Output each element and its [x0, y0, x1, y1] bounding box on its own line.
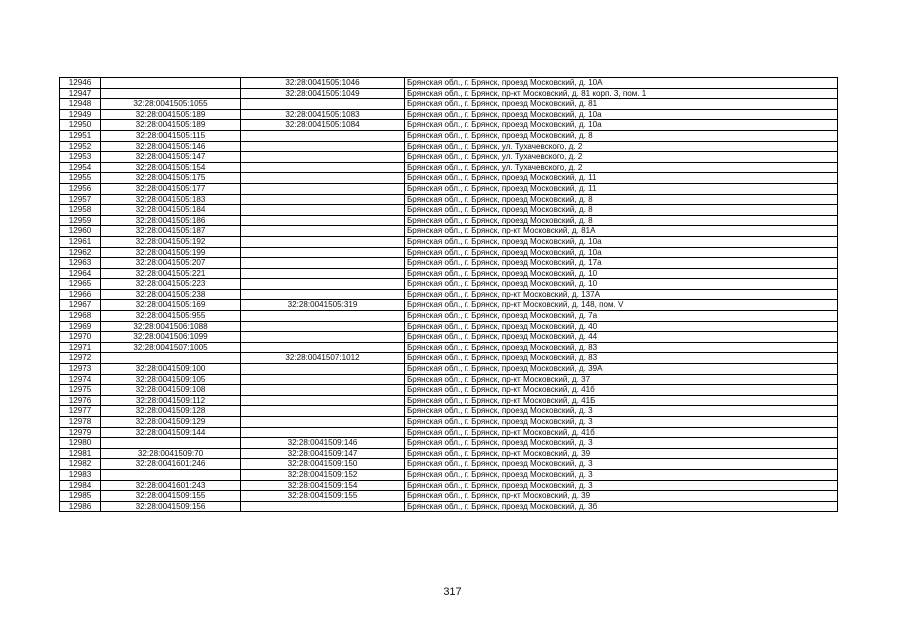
- cadastral-number-cell: 32:28:0041505:189: [101, 120, 241, 131]
- table-row: [60, 438, 838, 449]
- cadastral-number-2-cell: [241, 501, 405, 512]
- row-number-cell: 12985: [60, 491, 101, 502]
- registry-table: [59, 77, 838, 512]
- address-cell: Брянская обл., г. Брянск, проезд Московский, д. 10: [405, 268, 838, 279]
- cadastral-number-2-cell: [241, 417, 405, 428]
- row-number-cell: 12964: [60, 268, 101, 279]
- row-number-cell: 12983: [60, 469, 101, 480]
- cadastral-number-cell: 32:28:0041509:108: [101, 385, 241, 396]
- row-number-cell: 12960: [60, 226, 101, 237]
- row-number-cell: 12968: [60, 311, 101, 322]
- row-number-cell: 12961: [60, 236, 101, 247]
- cadastral-number-cell: 32:28:0041505:186: [101, 215, 241, 226]
- address-cell: Брянская обл., г. Брянск, проезд Московский, д. 10а: [405, 236, 838, 247]
- cadastral-number-cell: 32:28:0041505:146: [101, 141, 241, 152]
- cadastral-number-cell: 32:28:0041505:955: [101, 311, 241, 322]
- row-number-cell: 12982: [60, 459, 101, 470]
- row-number-cell: 12965: [60, 279, 101, 290]
- row-number-cell: 12984: [60, 480, 101, 491]
- cadastral-number-2-cell: [241, 385, 405, 396]
- address-cell: Брянская обл., г. Брянск, проезд Московский, д. 39А: [405, 364, 838, 375]
- table-row: [60, 395, 838, 406]
- row-number-cell: 12978: [60, 417, 101, 428]
- address-cell: Брянская обл., г. Брянск, проезд Московский, д. 8: [405, 215, 838, 226]
- cadastral-number-2-cell: 32:28:0041509:152: [241, 469, 405, 480]
- cadastral-number-cell: 32:28:0041601:246: [101, 459, 241, 470]
- cadastral-number-2-cell: [241, 289, 405, 300]
- cadastral-number-2-cell: [241, 99, 405, 110]
- address-cell: Брянская обл., г. Брянск, пр-кт Московский, д. 39: [405, 448, 838, 459]
- cadastral-number-cell: 32:28:0041506:1099: [101, 332, 241, 343]
- table-row: [60, 194, 838, 205]
- table-row: [60, 374, 838, 385]
- cadastral-number-cell: 32:28:0041505:1055: [101, 99, 241, 110]
- row-number-cell: 12951: [60, 130, 101, 141]
- cadastral-number-cell: 32:28:0041509:156: [101, 501, 241, 512]
- table-row: [60, 321, 838, 332]
- cadastral-number-cell: [101, 88, 241, 99]
- address-cell: Брянская обл., г. Брянск, проезд Московский, д. 11: [405, 173, 838, 184]
- cadastral-number-cell: 32:28:0041505:189: [101, 109, 241, 120]
- table-row: [60, 183, 838, 194]
- cadastral-number-2-cell: [241, 279, 405, 290]
- cadastral-number-cell: 32:28:0041505:183: [101, 194, 241, 205]
- table-row: [60, 385, 838, 396]
- table-row: [60, 353, 838, 364]
- table-row: [60, 417, 838, 428]
- table-row: [60, 215, 838, 226]
- cadastral-number-cell: 32:28:0041505:221: [101, 268, 241, 279]
- cadastral-number-cell: 32:28:0041509:129: [101, 417, 241, 428]
- table-row: [60, 491, 838, 502]
- address-cell: Брянская обл., г. Брянск, проезд Московский, д. 10а: [405, 120, 838, 131]
- row-number-cell: 12947: [60, 88, 101, 99]
- cadastral-number-cell: [101, 438, 241, 449]
- cadastral-number-cell: [101, 353, 241, 364]
- table-row: [60, 448, 838, 459]
- row-number-cell: 12973: [60, 364, 101, 375]
- cadastral-number-2-cell: [241, 205, 405, 216]
- row-number-cell: 12980: [60, 438, 101, 449]
- cadastral-number-cell: 32:28:0041505:238: [101, 289, 241, 300]
- cadastral-number-cell: [101, 469, 241, 480]
- table-row: [60, 427, 838, 438]
- row-number-cell: 12969: [60, 321, 101, 332]
- table-row: [60, 258, 838, 269]
- address-cell: Брянская обл., г. Брянск, пр-кт Московский, д. 41б: [405, 427, 838, 438]
- table-row: [60, 247, 838, 258]
- address-cell: Брянская обл., г. Брянск, проезд Московский, д. 10а: [405, 247, 838, 258]
- address-cell: Брянская обл., г. Брянск, пр-кт Московский, д. 37: [405, 374, 838, 385]
- address-cell: Брянская обл., г. Брянск, ул. Тухачевского, д. 2: [405, 141, 838, 152]
- cadastral-number-2-cell: 32:28:0041509:147: [241, 448, 405, 459]
- table-row: [60, 141, 838, 152]
- cadastral-number-cell: 32:28:0041509:144: [101, 427, 241, 438]
- cadastral-number-cell: 32:28:0041505:184: [101, 205, 241, 216]
- cadastral-number-2-cell: [241, 162, 405, 173]
- address-cell: Брянская обл., г. Брянск, проезд Московский, д. 83: [405, 353, 838, 364]
- table-row: [60, 268, 838, 279]
- page-number: 317: [443, 586, 462, 598]
- row-number-cell: 12974: [60, 374, 101, 385]
- address-cell: Брянская обл., г. Брянск, проезд Московский, д. 3: [405, 480, 838, 491]
- table-row: [60, 88, 838, 99]
- table-row: [60, 332, 838, 343]
- row-number-cell: 12966: [60, 289, 101, 300]
- cadastral-number-cell: 32:28:0041509:155: [101, 491, 241, 502]
- cadastral-number-2-cell: [241, 226, 405, 237]
- address-cell: Брянская обл., г. Брянск, проезд Московский, д. 17а: [405, 258, 838, 269]
- registry-table-body: [60, 78, 838, 512]
- table-row: [60, 342, 838, 353]
- row-number-cell: 12950: [60, 120, 101, 131]
- table-row: [60, 236, 838, 247]
- address-cell: Брянская обл., г. Брянск, проезд Московский, д. 8: [405, 205, 838, 216]
- cadastral-number-2-cell: 32:28:0041509:150: [241, 459, 405, 470]
- address-cell: Брянская обл., г. Брянск, пр-кт Московский, д. 81А: [405, 226, 838, 237]
- table-row: [60, 130, 838, 141]
- table-row: [60, 279, 838, 290]
- table-row: [60, 480, 838, 491]
- row-number-cell: 12976: [60, 395, 101, 406]
- cadastral-number-cell: 32:28:0041509:128: [101, 406, 241, 417]
- cadastral-number-2-cell: 32:28:0041509:155: [241, 491, 405, 502]
- address-cell: Брянская обл., г. Брянск, ул. Тухачевского, д. 2: [405, 162, 838, 173]
- table-row: [60, 162, 838, 173]
- row-number-cell: 12959: [60, 215, 101, 226]
- cadastral-number-2-cell: [241, 130, 405, 141]
- cadastral-number-cell: 32:28:0041505:177: [101, 183, 241, 194]
- cadastral-number-2-cell: [241, 374, 405, 385]
- address-cell: Брянская обл., г. Брянск, проезд Московский, д. 83: [405, 342, 838, 353]
- address-cell: Брянская обл., г. Брянск, пр-кт Московский, д. 148, пом. V: [405, 300, 838, 311]
- cadastral-number-2-cell: [241, 183, 405, 194]
- address-cell: Брянская обл., г. Брянск, проезд Московский, д. 81: [405, 99, 838, 110]
- cadastral-number-2-cell: [241, 152, 405, 163]
- table-row: [60, 459, 838, 470]
- row-number-cell: 12946: [60, 78, 101, 89]
- row-number-cell: 12979: [60, 427, 101, 438]
- address-cell: Брянская обл., г. Брянск, проезд Московский, д. 3: [405, 438, 838, 449]
- row-number-cell: 12963: [60, 258, 101, 269]
- address-cell: Брянская обл., г. Брянск, проезд Московский, д. 40: [405, 321, 838, 332]
- cadastral-number-2-cell: [241, 215, 405, 226]
- cadastral-number-2-cell: [241, 173, 405, 184]
- row-number-cell: 12955: [60, 173, 101, 184]
- table-row: [60, 300, 838, 311]
- table-row: [60, 205, 838, 216]
- table-row: [60, 406, 838, 417]
- address-cell: Брянская обл., г. Брянск, проезд Московский, д. 3: [405, 469, 838, 480]
- address-cell: Брянская обл., г. Брянск, проезд Московский, д. 44: [405, 332, 838, 343]
- cadastral-number-2-cell: 32:28:0041509:146: [241, 438, 405, 449]
- cadastral-number-cell: 32:28:0041509:70: [101, 448, 241, 459]
- address-cell: Брянская обл., г. Брянск, проезд Московский, д. 11: [405, 183, 838, 194]
- address-cell: Брянская обл., г. Брянск, пр-кт Московский, д. 81 корп. 3, пом. 1: [405, 88, 838, 99]
- cadastral-number-cell: 32:28:0041505:175: [101, 173, 241, 184]
- row-number-cell: 12972: [60, 353, 101, 364]
- cadastral-number-cell: 32:28:0041505:199: [101, 247, 241, 258]
- cadastral-number-cell: [101, 78, 241, 89]
- table-row: [60, 469, 838, 480]
- table-row: [60, 109, 838, 120]
- table-row: [60, 99, 838, 110]
- row-number-cell: 12949: [60, 109, 101, 120]
- cadastral-number-2-cell: [241, 268, 405, 279]
- address-cell: Брянская обл., г. Брянск, ул. Тухачевского, д. 2: [405, 152, 838, 163]
- table-row: [60, 364, 838, 375]
- table-row: [60, 152, 838, 163]
- cadastral-number-cell: 32:28:0041507:1005: [101, 342, 241, 353]
- table-row: [60, 311, 838, 322]
- address-cell: Брянская обл., г. Брянск, проезд Московский, д. 3: [405, 417, 838, 428]
- cadastral-number-2-cell: [241, 311, 405, 322]
- address-cell: Брянская обл., г. Брянск, пр-кт Московский, д. 41Б: [405, 395, 838, 406]
- row-number-cell: 12981: [60, 448, 101, 459]
- cadastral-number-2-cell: [241, 321, 405, 332]
- row-number-cell: 12975: [60, 385, 101, 396]
- address-cell: Брянская обл., г. Брянск, пр-кт Московский, д. 41б: [405, 385, 838, 396]
- row-number-cell: 12957: [60, 194, 101, 205]
- cadastral-number-2-cell: 32:28:0041505:1046: [241, 78, 405, 89]
- address-cell: Брянская обл., г. Брянск, проезд Московский, д. 8: [405, 130, 838, 141]
- row-number-cell: 12948: [60, 99, 101, 110]
- cadastral-number-cell: 32:28:0041509:105: [101, 374, 241, 385]
- row-number-cell: 12967: [60, 300, 101, 311]
- table-row: [60, 289, 838, 300]
- address-cell: Брянская обл., г. Брянск, проезд Московский, д. 7а: [405, 311, 838, 322]
- cadastral-number-cell: 32:28:0041505:207: [101, 258, 241, 269]
- cadastral-number-cell: 32:28:0041505:187: [101, 226, 241, 237]
- cadastral-number-2-cell: [241, 247, 405, 258]
- cadastral-number-cell: 32:28:0041509:100: [101, 364, 241, 375]
- row-number-cell: 12977: [60, 406, 101, 417]
- row-number-cell: 12970: [60, 332, 101, 343]
- cadastral-number-2-cell: 32:28:0041505:1049: [241, 88, 405, 99]
- cadastral-number-2-cell: [241, 194, 405, 205]
- cadastral-number-2-cell: [241, 141, 405, 152]
- row-number-cell: 12954: [60, 162, 101, 173]
- cadastral-number-cell: 32:28:0041506:1088: [101, 321, 241, 332]
- address-cell: Брянская обл., г. Брянск, проезд Московский, д. 10: [405, 279, 838, 290]
- cadastral-number-cell: 32:28:0041505:223: [101, 279, 241, 290]
- table-row: [60, 120, 838, 131]
- cadastral-number-2-cell: 32:28:0041509:154: [241, 480, 405, 491]
- address-cell: Брянская обл., г. Брянск, проезд Московский, д. 8: [405, 194, 838, 205]
- address-cell: Брянская обл., г. Брянск, проезд Московский, д. 3б: [405, 501, 838, 512]
- cadastral-number-cell: 32:28:0041505:115: [101, 130, 241, 141]
- cadastral-number-2-cell: [241, 236, 405, 247]
- table-row: [60, 501, 838, 512]
- cadastral-number-cell: 32:28:0041505:169: [101, 300, 241, 311]
- cadastral-number-2-cell: 32:28:0041505:1083: [241, 109, 405, 120]
- row-number-cell: 12956: [60, 183, 101, 194]
- row-number-cell: 12962: [60, 247, 101, 258]
- cadastral-number-2-cell: [241, 395, 405, 406]
- row-number-cell: 12952: [60, 141, 101, 152]
- cadastral-number-cell: 32:28:0041505:192: [101, 236, 241, 247]
- table-row: [60, 78, 838, 89]
- row-number-cell: 12958: [60, 205, 101, 216]
- row-number-cell: 12953: [60, 152, 101, 163]
- cadastral-number-2-cell: [241, 342, 405, 353]
- cadastral-number-cell: 32:28:0041505:154: [101, 162, 241, 173]
- cadastral-number-2-cell: [241, 258, 405, 269]
- address-cell: Брянская обл., г. Брянск, пр-кт Московский, д. 39: [405, 491, 838, 502]
- table-row: [60, 226, 838, 237]
- address-cell: Брянская обл., г. Брянск, проезд Московский, д. 3: [405, 459, 838, 470]
- cadastral-number-2-cell: 32:28:0041505:319: [241, 300, 405, 311]
- cadastral-number-cell: 32:28:0041505:147: [101, 152, 241, 163]
- row-number-cell: 12971: [60, 342, 101, 353]
- cadastral-number-cell: 32:28:0041601:243: [101, 480, 241, 491]
- cadastral-number-2-cell: [241, 427, 405, 438]
- table-row: [60, 173, 838, 184]
- address-cell: Брянская обл., г. Брянск, проезд Московский, д. 10а: [405, 109, 838, 120]
- cadastral-number-2-cell: [241, 364, 405, 375]
- address-cell: Брянская обл., г. Брянск, пр-кт Московский, д. 137А: [405, 289, 838, 300]
- cadastral-number-cell: 32:28:0041509:112: [101, 395, 241, 406]
- address-cell: Брянская обл., г. Брянск, проезд Московский, д. 10А: [405, 78, 838, 89]
- cadastral-number-2-cell: [241, 332, 405, 343]
- cadastral-number-2-cell: 32:28:0041507:1012: [241, 353, 405, 364]
- cadastral-number-2-cell: 32:28:0041505:1084: [241, 120, 405, 131]
- address-cell: Брянская обл., г. Брянск, проезд Московский, д. 3: [405, 406, 838, 417]
- cadastral-number-2-cell: [241, 406, 405, 417]
- row-number-cell: 12986: [60, 501, 101, 512]
